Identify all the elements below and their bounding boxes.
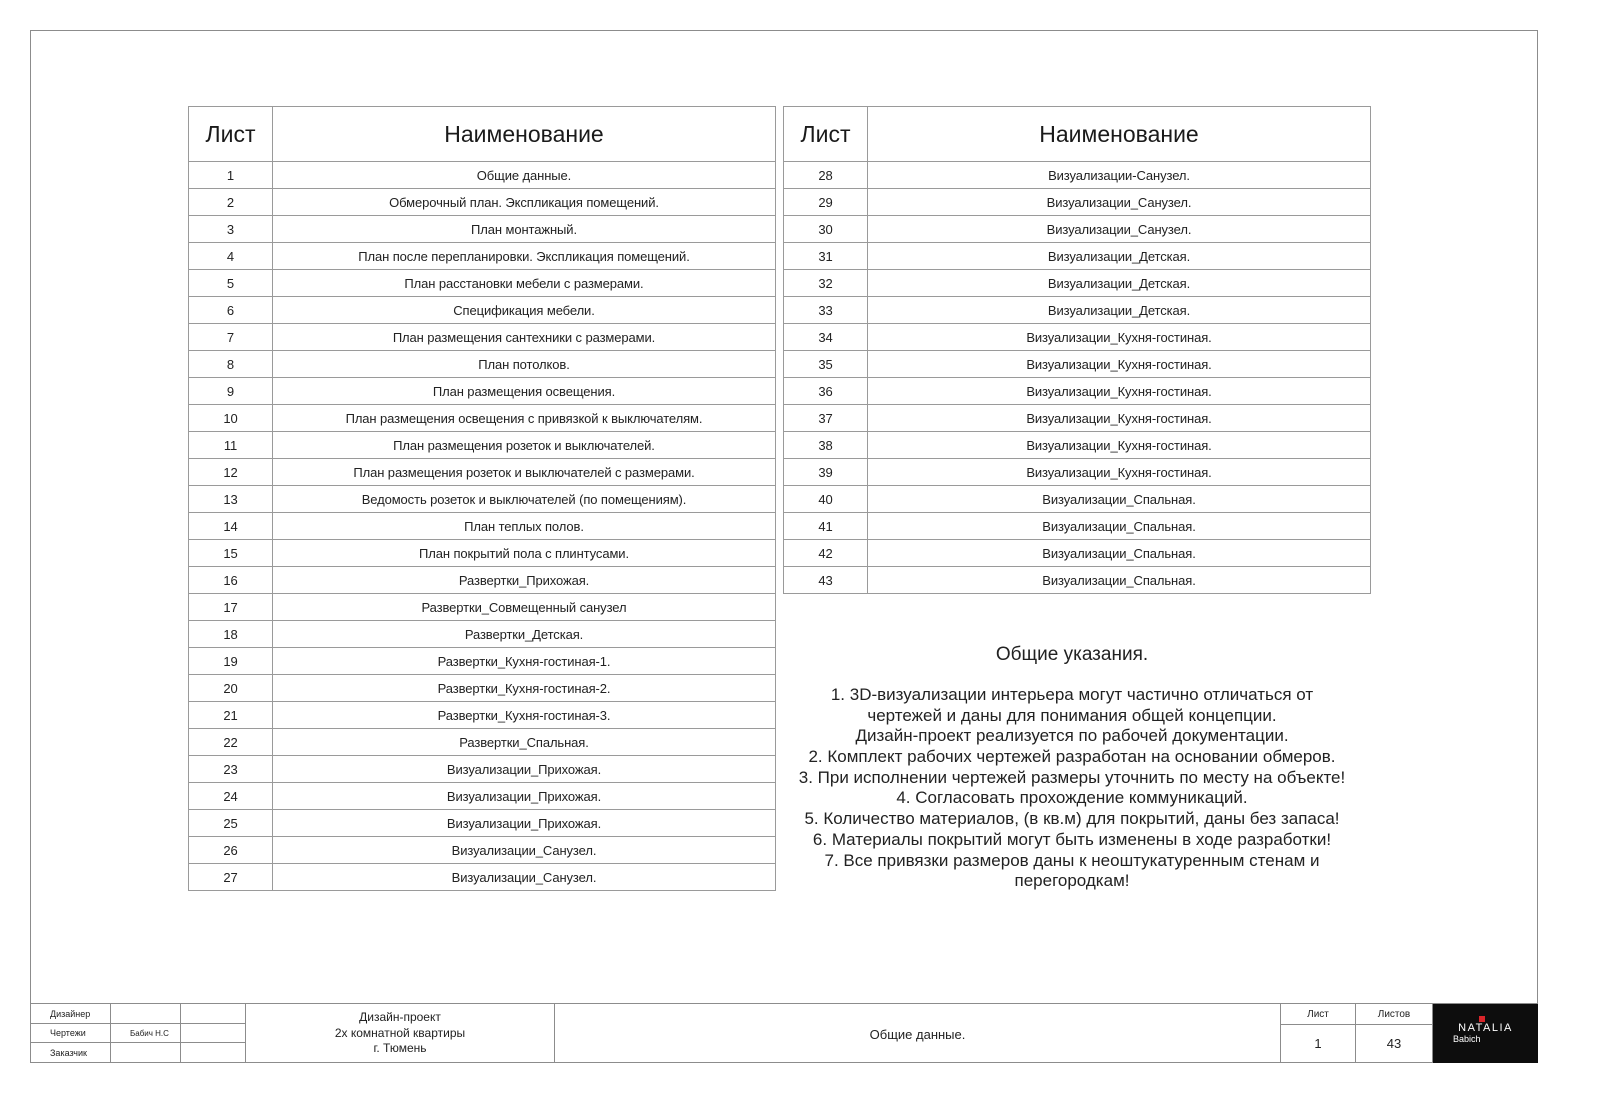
general-note-line: перегородкам! bbox=[1014, 871, 1130, 891]
sheet-name: Визуализации_Кухня-гостиная. bbox=[1026, 329, 1212, 345]
sheet-row bbox=[784, 377, 1370, 404]
general-note-line: 4. Согласовать прохождение коммуникаций. bbox=[896, 788, 1248, 808]
sheet-number: 35 bbox=[784, 351, 868, 377]
sheet-number: 43 bbox=[784, 567, 868, 593]
general-note-line: 5. Количество материалов, (в кв.м) для покрытий, даны без запаса! bbox=[804, 809, 1340, 829]
sheet-row bbox=[784, 485, 1370, 512]
sheet-name: План покрытий пола с плинтусами. bbox=[419, 545, 629, 561]
general-note-line: 3. При исполнении чертежей размеры уточнить по месту на объекте! bbox=[798, 767, 1346, 787]
sheets-value: 43 bbox=[1386, 1036, 1402, 1051]
sheet-row bbox=[189, 215, 775, 242]
sheet-name: Ведомость розеток и выключателей (по помещениям). bbox=[361, 491, 687, 507]
sheet-row bbox=[189, 188, 775, 215]
header-name: Наименование bbox=[444, 120, 604, 147]
sheet-number: 11 bbox=[189, 432, 273, 458]
table-header bbox=[784, 107, 1370, 161]
sheet-row bbox=[189, 350, 775, 377]
sheet-name: Визуализации_Прихожая. bbox=[446, 761, 602, 777]
sheet-number: 31 bbox=[784, 243, 868, 269]
header-sheet: Лист bbox=[189, 107, 273, 161]
role-row-designer bbox=[30, 1004, 245, 1024]
sheet-number: 26 bbox=[189, 837, 273, 863]
sheet-name: Визуализации_Спальная. bbox=[1042, 545, 1196, 561]
sheet-number: 20 bbox=[189, 675, 273, 701]
sheet-row bbox=[189, 647, 775, 674]
sheet-row bbox=[189, 377, 775, 404]
sheet-row bbox=[784, 242, 1370, 269]
sheet-number: 19 bbox=[189, 648, 273, 674]
sheet-name: План размещения сантехники с размерами. bbox=[392, 329, 656, 345]
sheet-number: 40 bbox=[784, 486, 868, 512]
sheet-name: Развертки_Детская. bbox=[464, 626, 584, 642]
sheet-name: Визуализации_Кухня-гостиная. bbox=[1026, 383, 1212, 399]
sheet-name: Визуализации_Санузел. bbox=[1046, 194, 1192, 210]
sheet-number: 37 bbox=[784, 405, 868, 431]
sheet-row bbox=[189, 728, 775, 755]
sheet-number: 16 bbox=[189, 567, 273, 593]
sheet-number: 32 bbox=[784, 270, 868, 296]
sheet-name: План размещения розеток и выключателей с размерами. bbox=[353, 464, 695, 480]
sheet-row bbox=[189, 782, 775, 809]
sheet-number: 30 bbox=[784, 216, 868, 242]
sheet-number: 33 bbox=[784, 297, 868, 323]
sheet-number: 41 bbox=[784, 513, 868, 539]
sheet-number: 7 bbox=[189, 324, 273, 350]
logo bbox=[1432, 1004, 1538, 1063]
sheet-name: Развертки_Спальная. bbox=[459, 734, 589, 750]
general-note-line: чертежей и даны для понимания общей концепции. bbox=[867, 705, 1277, 725]
sheet-number: 22 bbox=[189, 729, 273, 755]
sheet-name: Визуализации-Санузел. bbox=[1048, 167, 1190, 183]
logo-line1: NATALIA bbox=[1458, 1022, 1513, 1034]
general-note-line: Дизайн-проект реализуется по рабочей документации. bbox=[855, 726, 1289, 746]
sheet-number: 34 bbox=[784, 324, 868, 350]
sheet-row bbox=[189, 674, 775, 701]
sheet-name: Визуализации_Санузел. bbox=[451, 869, 597, 885]
sheet-row bbox=[189, 161, 775, 188]
general-note-line: 7. Все привязки размеров даны к неоштукатуренным стенам и bbox=[824, 850, 1320, 870]
header-sheet: Лист bbox=[784, 107, 868, 161]
sheet-name: План теплых полов. bbox=[464, 518, 584, 534]
sheet-row bbox=[189, 755, 775, 782]
sheet-row bbox=[784, 458, 1370, 485]
sheet-row bbox=[784, 188, 1370, 215]
sheet-row bbox=[189, 701, 775, 728]
sheet-number: 18 bbox=[189, 621, 273, 647]
role-label: Чертежи bbox=[50, 1028, 86, 1038]
sheet-name: Визуализации_Кухня-гостиная. bbox=[1026, 410, 1212, 426]
sheet-name: План размещения освещения с привязкой к выключателям. bbox=[345, 410, 703, 426]
sheet-row bbox=[189, 485, 775, 512]
general-note-line: 2. Комплект рабочих чертежей разработан на основании обмеров. bbox=[808, 747, 1336, 767]
sheets-count-cell bbox=[1355, 1004, 1432, 1063]
sheet-row bbox=[189, 431, 775, 458]
sheet-title: Общие данные. bbox=[554, 1004, 1280, 1063]
sheet-name: План размещения розеток и выключателей. bbox=[393, 437, 655, 453]
sheet-name: Визуализации_Спальная. bbox=[1042, 518, 1196, 534]
sheet-row bbox=[784, 215, 1370, 242]
general-notes-title: Общие указания. bbox=[995, 644, 1149, 665]
sheet-name: Визуализации_Санузел. bbox=[1046, 221, 1192, 237]
role-row-drawings bbox=[30, 1024, 245, 1043]
role-label: Заказчик bbox=[50, 1048, 87, 1058]
title-block bbox=[30, 1003, 1538, 1063]
sheet-row bbox=[189, 296, 775, 323]
sheet-number: 8 bbox=[189, 351, 273, 377]
sheet-name: Визуализации_Кухня-гостиная. bbox=[1026, 437, 1212, 453]
sheet-row bbox=[189, 404, 775, 431]
sheet-number: 36 bbox=[784, 378, 868, 404]
sheet-number: 6 bbox=[189, 297, 273, 323]
sheet-row bbox=[189, 269, 775, 296]
sheet-name: Визуализации_Детская. bbox=[1047, 302, 1191, 318]
sheet-name: Развертки_Совмещенный санузел bbox=[421, 599, 627, 615]
sheet-name: Визуализации_Кухня-гостиная. bbox=[1026, 464, 1212, 480]
sheet-name: Развертки_Кухня-гостиная-1. bbox=[437, 653, 611, 669]
sheet-number: 3 bbox=[189, 216, 273, 242]
sheet-number: 24 bbox=[189, 783, 273, 809]
project-line: Дизайн-проект bbox=[359, 1010, 441, 1025]
sheet-number: 1 bbox=[189, 162, 273, 188]
sheet-row bbox=[189, 323, 775, 350]
sheet-name: Визуализации_Детская. bbox=[1047, 275, 1191, 291]
sheet-index-table-left bbox=[188, 106, 776, 891]
sheet-name: Визуализации_Детская. bbox=[1047, 248, 1191, 264]
sheet-row bbox=[189, 512, 775, 539]
project-name bbox=[245, 1004, 554, 1063]
general-note-line: 6. Материалы покрытий могут быть изменены в ходе разработки! bbox=[812, 829, 1332, 849]
sheet-row bbox=[189, 593, 775, 620]
sheet-name: Обмерочный план. Экспликация помещений. bbox=[389, 194, 659, 210]
sheet-number: 13 bbox=[189, 486, 273, 512]
sheet-row bbox=[189, 809, 775, 836]
sheet-number: 15 bbox=[189, 540, 273, 566]
sheet-name: Визуализации_Спальная. bbox=[1042, 572, 1196, 588]
sheet-number: 17 bbox=[189, 594, 273, 620]
role-person: Бабич Н.С bbox=[130, 1028, 169, 1038]
sheet-number: 29 bbox=[784, 189, 868, 215]
sheet-value: 1 bbox=[1314, 1036, 1322, 1051]
sheet-name: Развертки_Кухня-гостиная-3. bbox=[437, 707, 611, 723]
logo-line2: Babich bbox=[1453, 1034, 1481, 1044]
sheet-number: 4 bbox=[189, 243, 273, 269]
sheet-name: Визуализации_Санузел. bbox=[451, 842, 597, 858]
sheet-row bbox=[784, 431, 1370, 458]
sheet-row bbox=[189, 566, 775, 593]
sheet-number: 21 bbox=[189, 702, 273, 728]
sheet-number: 10 bbox=[189, 405, 273, 431]
table-header bbox=[189, 107, 775, 161]
general-notes bbox=[766, 685, 1378, 892]
sheet-row bbox=[784, 296, 1370, 323]
sheet-name: Развертки_Кухня-гостиная-2. bbox=[437, 680, 611, 696]
sheet-row bbox=[189, 863, 775, 890]
sheet-row bbox=[784, 323, 1370, 350]
role-row-customer bbox=[30, 1043, 245, 1063]
sheet-row bbox=[189, 836, 775, 863]
sheet-name: Общие данные. bbox=[476, 167, 572, 183]
sheet-number: 9 bbox=[189, 378, 273, 404]
sheet-name: Визуализации_Кухня-гостиная. bbox=[1026, 356, 1212, 372]
sheet-row bbox=[784, 512, 1370, 539]
sheet-name: План расстановки мебели с размерами. bbox=[404, 275, 644, 291]
sheet-number: 12 bbox=[189, 459, 273, 485]
sheet-number: 5 bbox=[189, 270, 273, 296]
sheet-number: 27 bbox=[189, 864, 273, 890]
sheet-label: Лист bbox=[1281, 1004, 1355, 1025]
role-label: Дизайнер bbox=[50, 1008, 91, 1019]
sheet-name: План потолков. bbox=[478, 356, 570, 372]
sheet-number: 25 bbox=[189, 810, 273, 836]
sheet-name: Спецификация мебели. bbox=[453, 302, 595, 318]
sheet-row bbox=[189, 242, 775, 269]
sheet-row bbox=[189, 458, 775, 485]
sheet-index-table-right bbox=[783, 106, 1371, 594]
sheet-number-cell bbox=[1280, 1004, 1355, 1063]
sheet-number: 28 bbox=[784, 162, 868, 188]
sheet-row bbox=[784, 350, 1370, 377]
sheet-name: Развертки_Прихожая. bbox=[458, 572, 590, 588]
sheet-number: 14 bbox=[189, 513, 273, 539]
project-line: г. Тюмень bbox=[373, 1041, 427, 1056]
sheet-number: 42 bbox=[784, 540, 868, 566]
sheet-number: 39 bbox=[784, 459, 868, 485]
sheet-row bbox=[189, 620, 775, 647]
sheet-name: План размещения освещения. bbox=[432, 383, 616, 399]
sheet-row bbox=[784, 539, 1370, 566]
sheet-row bbox=[784, 269, 1370, 296]
sheets-label: Листов bbox=[1356, 1004, 1432, 1025]
general-note-line: 1. 3D-визуализации интерьера могут частично отличаться от bbox=[830, 685, 1314, 704]
sheet-number: 23 bbox=[189, 756, 273, 782]
project-line: 2х комнатной квартиры bbox=[334, 1025, 466, 1040]
sheet-name: План после перепланировки. Экспликация помещений. bbox=[358, 248, 690, 264]
sheet-number: 2 bbox=[189, 189, 273, 215]
sheet-row bbox=[784, 161, 1370, 188]
sheet-row bbox=[784, 566, 1370, 593]
roles-block bbox=[30, 1004, 245, 1063]
header-name: Наименование bbox=[1039, 120, 1199, 147]
sheet-row bbox=[784, 404, 1370, 431]
sheet-name: Визуализации_Прихожая. bbox=[446, 815, 602, 831]
sheet-number: 38 bbox=[784, 432, 868, 458]
sheet-row bbox=[189, 539, 775, 566]
sheet-name: План монтажный. bbox=[471, 221, 577, 237]
sheet-name: Визуализации_Спальная. bbox=[1042, 491, 1196, 507]
sheet-name: Визуализации_Прихожая. bbox=[446, 788, 602, 804]
